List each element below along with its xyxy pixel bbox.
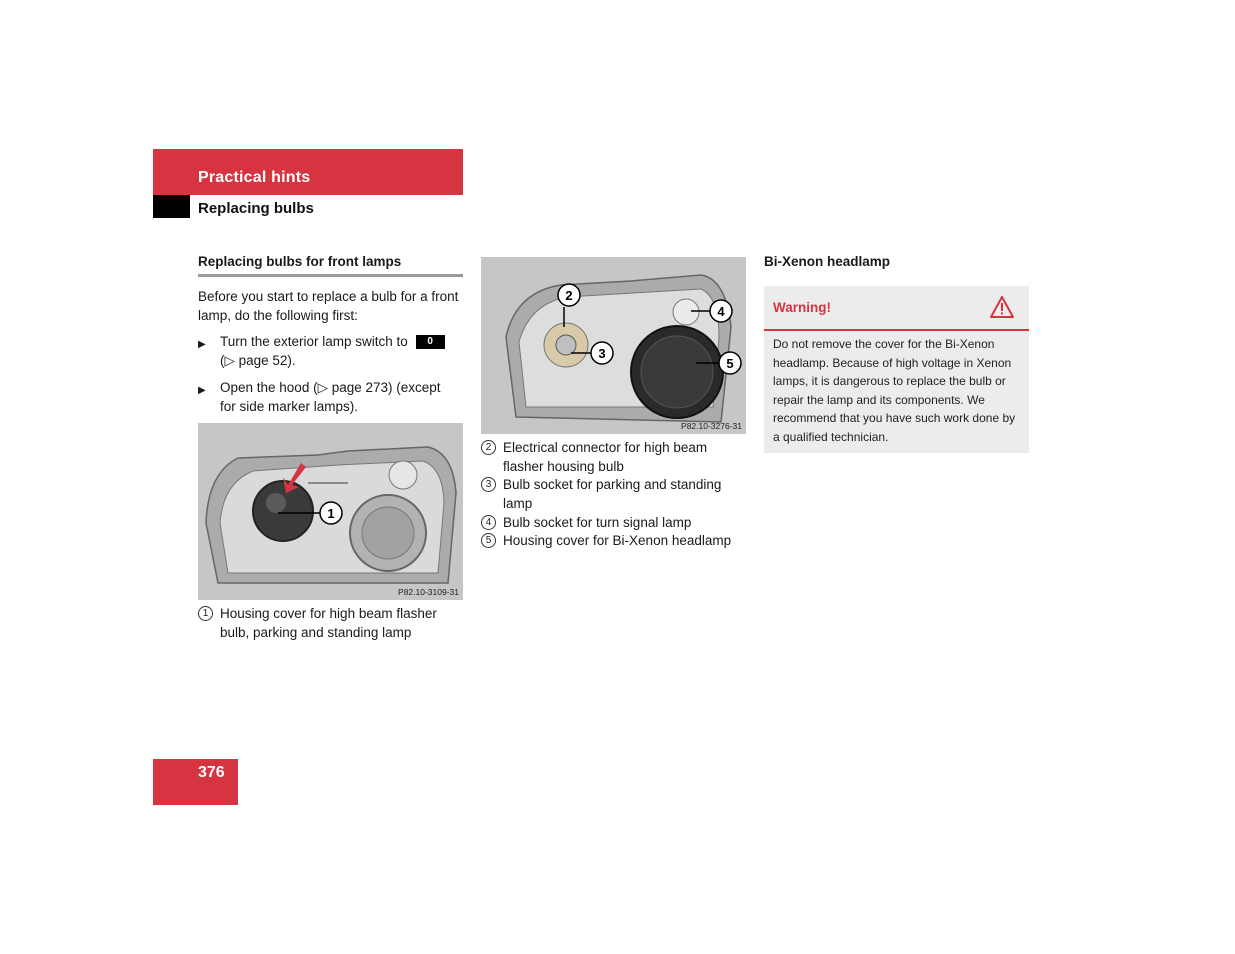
- step-1-ref: (▷ page 52).: [220, 353, 296, 368]
- photo-2-code: P82.10-3276-31: [681, 421, 742, 431]
- legend-item-5: [481, 531, 746, 550]
- legend-number: 5: [481, 533, 496, 548]
- legend-item-4: [481, 513, 746, 532]
- page-number: 376: [198, 764, 225, 781]
- legend-number: 1: [198, 606, 213, 621]
- legend-text: Housing cover for Bi-Xenon headlamp: [503, 533, 732, 548]
- callout-3: 3: [598, 346, 606, 361]
- step-1: [198, 332, 463, 372]
- legend-item-1: [198, 604, 463, 644]
- legend-text: Bulb socket for parking and standing lamp: [503, 477, 722, 511]
- legend-number: 2: [481, 440, 496, 455]
- headlamp-photo-1: [198, 423, 463, 600]
- legend-text: Bulb socket for turn signal lamp: [503, 515, 692, 530]
- subsection-marker: [153, 195, 190, 218]
- warning-header: [764, 286, 1029, 331]
- warning-box: [764, 286, 1029, 453]
- legend-text: Housing cover for high beam flasher bulb, parking and standing lamp: [220, 606, 437, 640]
- callout-2: 2: [565, 288, 573, 303]
- bullet-arrow-icon: ▶: [198, 339, 206, 350]
- bullet-arrow-icon: ▶: [198, 385, 206, 396]
- step-1-text: Turn the exterior lamp switch to: [220, 334, 408, 349]
- headlamp-photo-2: [481, 257, 746, 434]
- legend-number: 3: [481, 477, 496, 492]
- legend-item-3: [481, 475, 746, 513]
- legend-item-2: [481, 438, 746, 476]
- column1-heading: Replacing bulbs for front lamps: [198, 254, 463, 277]
- warning-label: Warning!: [773, 300, 831, 315]
- step-2: [198, 378, 463, 418]
- page-number-box: [153, 759, 238, 805]
- legend-text: Electrical connector for high beam flasher housing bulb: [503, 440, 708, 474]
- step-2-text: Open the hood (▷ page 273) (except for side marker lamps).: [220, 380, 441, 414]
- headlamp-illustration-2: [481, 257, 746, 434]
- intro-paragraph: Before you start to replace a bulb for a front lamp, do the following first:: [198, 289, 459, 323]
- warning-text: Do not remove the cover for the Bi-Xenon headlamp. Because of high voltage in Xenon lamps, it is dangerous to replace the bulb or repair the lamp and its components. We recommend that you have such work done by a qualified technician.: [773, 337, 1016, 444]
- section-title: Practical hints: [198, 169, 311, 186]
- subsection-title: Replacing bulbs: [198, 200, 314, 217]
- photo-1-code: P82.10-3109-31: [398, 587, 459, 597]
- legend-number: 4: [481, 515, 496, 530]
- column3-heading: Bi-Xenon headlamp: [764, 254, 891, 269]
- headlamp-illustration-1: [198, 423, 463, 600]
- callout-1: 1: [327, 506, 335, 521]
- warning-triangle-icon: [989, 295, 1015, 319]
- callout-5: 5: [726, 356, 734, 371]
- lamp-switch-key: 0: [416, 335, 445, 349]
- callout-4: 4: [717, 304, 725, 319]
